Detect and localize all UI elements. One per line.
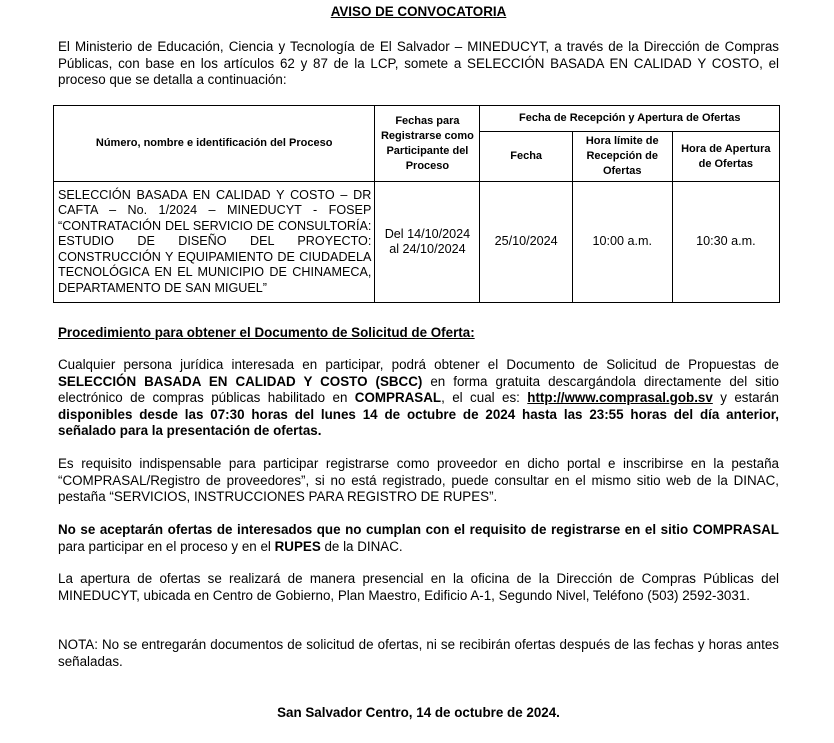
paragraph-nota: NOTA: No se entregarán documentos de solicitud de ofertas, ni se recibirán ofertas después de las fechas y horas antes señaladas. [58,637,779,669]
paragraph-requirement [58,522,779,555]
p1-bold-sbcc: SELECCIÓN BASADA EN CALIDAD Y COSTO (SBCC) [58,373,423,389]
cell-fecha: 25/10/2024 [480,182,572,303]
header-fecha: Fecha [480,132,572,182]
header-fechas-registro: Fechas para Registrarse como Participante del Proceso [375,106,480,182]
p1-text-1: Cualquier persona jurídica interesada en participar, podrá obtener el Documento de Solicitud de Propuestas de [58,357,779,372]
document-title: AVISO DE CONVOCATORIA [330,4,507,19]
p1-bold-availability: disponibles desde las 07:30 horas del lunes 14 de octubre de 2024 hasta las 23:55 horas del día anterior, señalado para la presentación de ofertas. [58,406,779,438]
p1-text-2: en forma gratuita descargándola directamente del sitio electrónico de compras públicas habilitado en [58,373,779,405]
p3-bold-1: No se aceptarán ofertas de interesados que no cumplan con el requisito de registrarse en el sitio COMPRASAL [58,522,779,537]
intro-paragraph: El Ministerio de Educación, Ciencia y Tecnología de El Salvador – MINEDUCYT, a través de la Dirección de Compras Públicas, con base en los artículos 62 y 87 de la LCP, somete a SELECCIÓN BASADA EN CALIDAD Y COSTO, el proceso que se detalla a continuación: [58,39,779,87]
signature-line: San Salvador Centro, 14 de octubre de 2024. [277,705,560,720]
cell-hora-apertura: 10:30 a.m. [672,182,779,303]
cell-fechas-registro: Del 14/10/2024 al 24/10/2024 [375,182,480,303]
p1-text-4: y estarán [712,390,779,405]
header-hora-apertura: Hora de Apertura de Ofertas [672,132,779,182]
document-page [58,0,779,89]
procedure-heading: Procedimiento para obtener el Documento de Solicitud de Oferta: [58,325,475,340]
header-proceso: Número, nombre e identificación del Proceso [54,106,375,182]
comprasal-link[interactable]: http://www.comprasal.gob.sv [527,390,713,405]
header-recepcion-group: Fecha de Recepción y Apertura de Ofertas [480,106,780,132]
cell-proceso: SELECCIÓN BASADA EN CALIDAD Y COSTO – DR CAFTA – No. 1/2024 – MINEDUCYT - FOSEP “CONTRATACIÓN DEL SERVICIO DE CONSULTORÍA: ESTUDIO DE DISEÑO DEL PROYECTO: CONSTRUCCIÓN Y EQUIPAMIENTO DE CIUDADELA TECNOLÓGICA EN EL MUNICIPIO DE CHINAMECA, DEPARTAMENTO DE SAN MIGUEL” [54,182,375,303]
p3-bold-rupes: RUPES [274,538,321,554]
process-table [53,105,780,303]
cell-hora-limite: 10:00 a.m. [572,182,672,303]
p1-bold-comprasal: COMPRASAL [354,390,442,405]
header-hora-limite: Hora límite de Recepción de Ofertas [572,132,672,182]
p3-text-1: para participar en el proceso y en el [58,538,275,554]
paragraph-registration: Es requisito indispensable para participar registrarse como proveedor en dicho portal e inscribirse en la pestaña “COMPRASAL/Registro de proveedores”, si no está registrado, puede consultar en el mismo sitio web de la DINAC, pestaña “SERVICIOS, INSTRUCCIONES PARA REGISTRO DE RUPES”. [58,456,779,504]
paragraph-opening: La apertura de ofertas se realizará de manera presencial en la oficina de la Dirección de Compras Públicas del MINEDUCYT, ubicada en Centro de Gobierno, Plan Maestro, Edificio A-1, Segundo Nivel, Teléfono (503) 2592-3031. [58,571,779,603]
paragraph-obtain-document [58,357,779,440]
p1-text-3: , el cual es: [441,390,528,405]
p3-text-2: de la DINAC. [320,538,403,554]
